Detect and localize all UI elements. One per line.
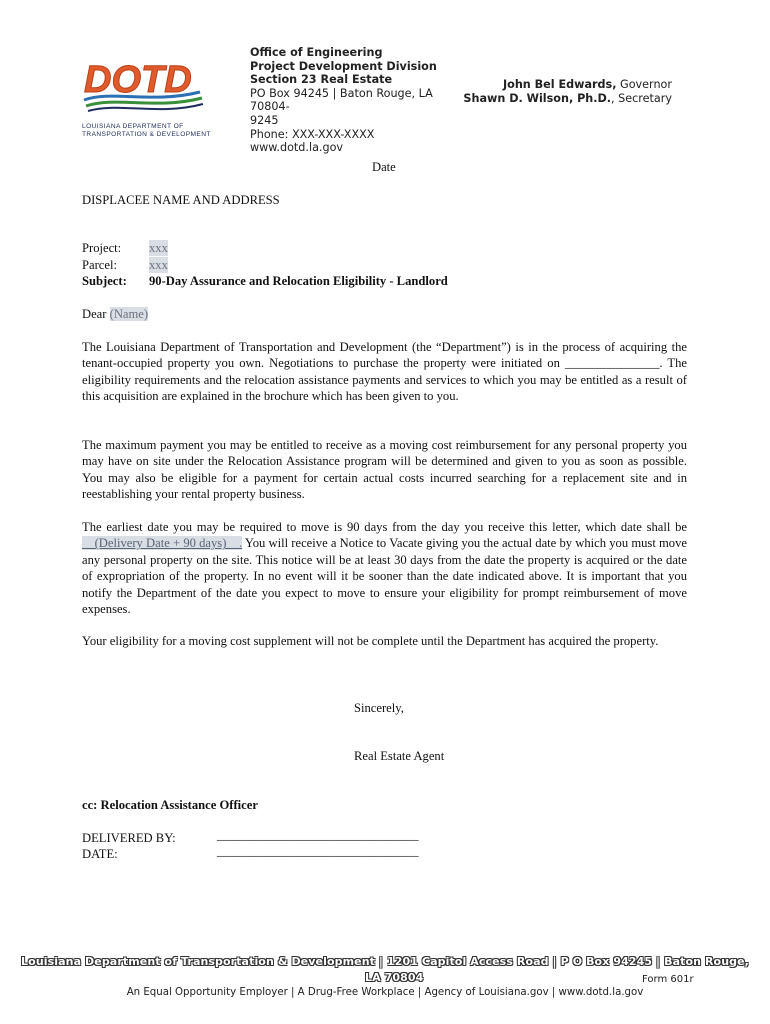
- delivered-by-signature-line[interactable]: ________________________________: [217, 828, 419, 842]
- logo-wordmark: DOTD: [84, 59, 192, 101]
- form-number: Form 601r: [642, 974, 694, 985]
- footer-address-line: Louisiana Department of Transportation & Development | 1201 Capitol Access Road | P O Box 94245 | Baton Rouge,: [21, 955, 749, 968]
- officials-block: [452, 78, 672, 105]
- cc-line: cc: Relocation Assistance Officer: [82, 798, 258, 812]
- date-label: DATE:: [82, 847, 118, 861]
- paragraph-earliest-move-date: [82, 519, 687, 617]
- dotd-logo: [82, 56, 211, 138]
- secretary-name: Shawn D. Wilson, Ph.D.: [463, 91, 612, 105]
- salutation-text: Dear: [82, 307, 110, 321]
- governor-name: John Bel Edwards,: [502, 78, 617, 91]
- closing-sincerely: Sincerely,: [354, 701, 404, 715]
- subject-label: Subject:: [82, 274, 127, 288]
- delivery-date-field[interactable]: __(Delivery Date + 90 days)__.: [82, 536, 243, 551]
- subject-value: 90-Day Assurance and Relocation Eligibility - Landlord: [149, 274, 448, 288]
- section-name: Section 23 Real Estate: [250, 73, 393, 87]
- negotiation-date-blank[interactable]: _______________: [564, 356, 660, 371]
- letter-date: Date: [372, 160, 396, 174]
- division-name: Project Development Division: [250, 59, 437, 73]
- footer-employer-line: An Equal Opportunity Employer | A Drug-Free Workplace | Agency of Louisiana.gov | www.dotd.la.gov: [126, 987, 644, 998]
- project-value-field[interactable]: xxx: [149, 241, 168, 255]
- parcel-label: Parcel:: [82, 258, 117, 272]
- footer-address-zip: LA 70804: [365, 971, 424, 984]
- date-signature-line[interactable]: ________________________________: [217, 844, 419, 858]
- secretary-title: , Secretary: [611, 91, 672, 105]
- zip-suffix: 9245: [250, 113, 279, 127]
- paragraph-1-text-b: . The eligibility requirements and the relocation assistance payments and services to which you may be entitled as a result of this acquisition are explained in the brochure which has been given to you.: [82, 356, 687, 404]
- logo-subtitle-line1: LOUISIANA DEPARTMENT OF: [82, 123, 184, 130]
- paragraph-supplement: Your eligibility for a moving cost supplement will not be complete until the Department has acquired the property.: [82, 634, 659, 648]
- delivered-by-label: DELIVERED BY:: [82, 831, 176, 845]
- paragraph-1-text-a: The Louisiana Department of Transportation and Development (the “Department”) is in the process of acquiring the tenant-occupied property you own. Negotiations to purchase the property were initiated on: [82, 340, 687, 371]
- po-box-line: PO Box 94245 | Baton Rouge, LA 70804-: [250, 86, 433, 114]
- displacee-name-address: DISPLACEE NAME AND ADDRESS: [82, 193, 280, 207]
- signer-title: Real Estate Agent: [354, 749, 445, 763]
- salutation: [82, 306, 148, 322]
- paragraph-3-text-b: You will receive a Notice to Vacate giving you the actual date by which you must move any personal property on the site. This notice will be at least 30 days from the date the property is acquired or the date of expropriation of the property. In no event will it be sooner than the date indicated above. It is important that you notify the Department of the date you expect to move to ensure your eligibility for prompt reimbursement of move expenses.: [82, 536, 687, 617]
- project-label: Project:: [82, 241, 122, 255]
- paragraph-negotiations: [82, 339, 687, 405]
- logo-subtitle-line2: TRANSPORTATION & DEVELOPMENT: [82, 131, 211, 138]
- paragraph-moving-payment: The maximum payment you may be entitled to receive as a moving cost reimbursement for any personal property you may have on site under the Relocation Assistance program will be determined and given to you as soon as possible. You may also be eligible for a payment for certain actual costs incurred searching for a replacement site and in reestablishing your rental property business.: [82, 438, 687, 502]
- website-line: www.dotd.la.gov: [250, 141, 344, 155]
- dotd-logo-graphic: [82, 56, 206, 118]
- paragraph-3-text-a: The earliest date you may be required to move is 90 days from the day you receive this letter, which date shall be: [82, 520, 687, 534]
- office-address-block: [250, 46, 475, 155]
- recipient-name-field[interactable]: (Name): [109, 307, 149, 321]
- governor-title: Governor: [616, 78, 672, 91]
- office-name: Office of Engineering: [250, 46, 383, 59]
- parcel-value-field[interactable]: xxx: [149, 258, 168, 272]
- phone-line: Phone: XXX-XXX-XXXX: [250, 127, 375, 141]
